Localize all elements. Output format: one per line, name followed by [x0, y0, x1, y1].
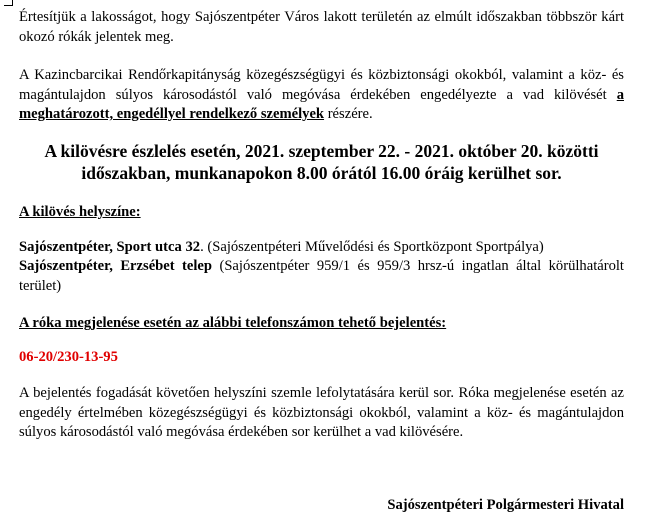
- location-section-title: A kilövés helyszíne:: [19, 204, 141, 220]
- permit-text-before: A Kazincbarcikai Rendőrkapitányság közegészségügyi és közbiztonsági okokból, valamint a köz- és magántulajdon súlyos károsodástól való megóvása érdekében engedélyezte a vad kilövését: [19, 67, 624, 103]
- permit-paragraph: [19, 66, 624, 125]
- phone-number: 06-20/230-13-95: [19, 349, 118, 365]
- page-margin-corner-mark: [4, 0, 13, 6]
- signature: Sajószentpéteri Polgármesteri Hivatal: [387, 497, 624, 513]
- permit-emphasis: a meghatározott, engedéllyel rendelkező személyek: [19, 86, 624, 122]
- permit-text-after: részére.: [324, 106, 373, 122]
- intro-paragraph: Értesítjük a lakosságot, hogy Sajószentpéter Város lakott területén az elmúlt időszakban többször kárt okozó rókák jelentek meg.: [19, 9, 624, 45]
- headline: A kilövésre észlelés esetén, 2021. szeptember 22. - 2021. október 20. közötti időszakban, munkanapokon 8.00 órától 16.00 óráig kerülhet sor.: [44, 141, 599, 183]
- final-paragraph: A bejelentés fogadását követően helyszíni szemle lefolytatására kerül sor. Róka megjelenése esetén az engedély értelmében közegészségügyi és közbiztonsági okokból, valamint a köz- és magántulajdon súlyos károsodástól való megóvása érdekében sor kerülhet a vad kilövésére.: [19, 385, 624, 440]
- location-item: [19, 238, 624, 258]
- location-name: Sajószentpéter, Sport utca 32: [19, 239, 201, 255]
- location-name: Sajószentpéter, Erzsébet telep: [19, 258, 213, 274]
- location-detail: . (Sajószentpéteri Művelődési és Sportközpont Sportpálya): [200, 239, 544, 255]
- location-item: [19, 257, 624, 296]
- location-detail: (Sajószentpéter 959/1 és 959/3 hrsz-ú ingatlan által körülhatárolt terület): [19, 258, 624, 294]
- report-section-title: A róka megjelenése esetén az alábbi telefonszámon tehető bejelentés:: [19, 315, 447, 331]
